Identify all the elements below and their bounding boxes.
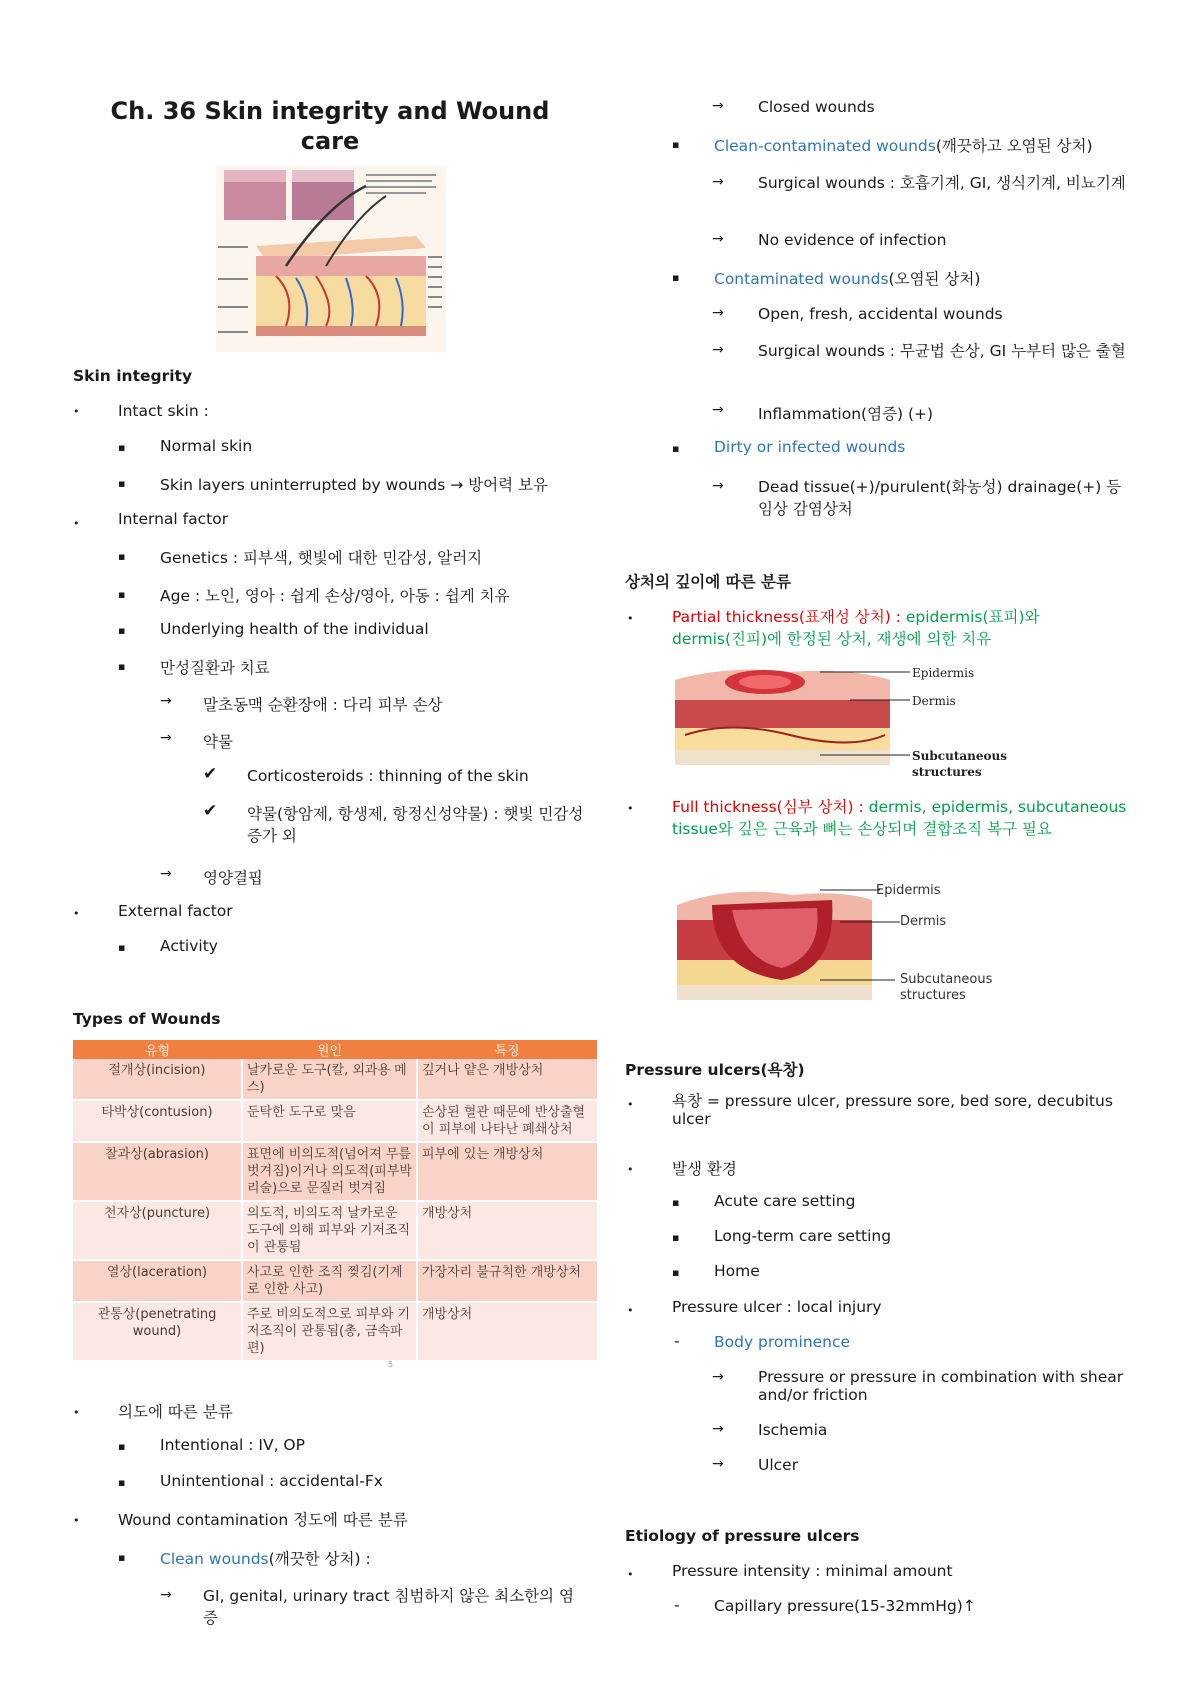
arrow-icon: → <box>712 1369 724 1385</box>
square-bullet-icon: ▪ <box>118 660 126 673</box>
square-bullet-icon: ▪ <box>672 1196 680 1209</box>
page-title: Ch. 36 Skin integrity and Wound care <box>110 97 550 155</box>
table-cell: 표면에 비의도적(넘어져 무릎 벗겨짐)이거나 의도적(피부박리술)으로 문질러 벗겨짐 <box>242 1142 417 1201</box>
table-cell: 개방상처 <box>417 1302 597 1361</box>
full-thickness <box>672 796 1132 840</box>
local-injury: Pressure ulcer : local injury <box>672 1298 882 1316</box>
partial-thickness <box>672 606 1112 650</box>
wound-types-table <box>73 1040 597 1362</box>
corticosteroids: Corticosteroids : thinning of the skin <box>247 767 529 785</box>
activity: Activity <box>160 937 218 955</box>
bullet-icon: • <box>73 1406 80 1419</box>
bullet-icon: • <box>627 612 634 625</box>
open-fresh: Open, fresh, accidental wounds <box>758 305 1003 323</box>
table-cell: 관통상(penetrating wound) <box>73 1302 242 1361</box>
square-bullet-icon: ▪ <box>672 1231 680 1244</box>
genetics: Genetics : 피부색, 햇빛에 대한 민감성, 알러지 <box>160 549 483 567</box>
intentional: Intentional : IV, OP <box>160 1436 305 1454</box>
check-icon: ✔ <box>203 764 218 784</box>
full-thickness-label: Full thickness(심부 상처) : <box>672 798 869 816</box>
bullet-icon: • <box>73 405 80 418</box>
table-cell: 개방상처 <box>417 1201 597 1260</box>
nutrition: 영양결핍 <box>203 869 263 887</box>
long-term-care: Long-term care setting <box>714 1227 892 1245</box>
skin-anatomy-figure <box>216 166 446 352</box>
square-bullet-icon: ▪ <box>118 1551 126 1564</box>
bullet-icon: • <box>627 1098 634 1111</box>
square-bullet-icon: ▪ <box>672 442 680 455</box>
table-cell: 열상(laceration) <box>73 1260 242 1302</box>
surgical-wounds-2: Surgical wounds : 무균법 손상, GI 누부터 많은 출혈 <box>758 342 1126 360</box>
square-bullet-icon: ▪ <box>118 941 126 954</box>
no-evidence: No evidence of infection <box>758 231 947 249</box>
square-bullet-icon: ▪ <box>672 138 680 151</box>
etiology-heading: Etiology of pressure ulcers <box>625 1527 860 1545</box>
fig1-epidermis-label: Epidermis <box>912 666 975 680</box>
clean-contaminated-desc: (깨끗하고 오염된 상처) <box>935 137 1093 155</box>
bullet-icon: • <box>73 907 80 920</box>
full-thickness-desc: dermis, epidermis, subcutaneous tissue와 깊은 근육과 뼈는 손상되며 결합조직 복구 필요 <box>672 798 1127 838</box>
square-bullet-icon: ▪ <box>672 1266 680 1279</box>
drug: 약물 <box>203 733 233 751</box>
body-prominence: Body prominence <box>714 1333 851 1351</box>
contaminated <box>714 267 980 289</box>
table-cell: 둔탁한 도구로 맞음 <box>242 1100 417 1142</box>
clean-wounds <box>160 1547 371 1569</box>
dash-icon: - <box>674 1332 680 1350</box>
dash-icon: - <box>674 1596 680 1614</box>
depth-heading: 상처의 깊이에 따른 분류 <box>625 573 791 591</box>
arrow-icon: → <box>712 478 724 494</box>
bullet-icon: • <box>627 802 634 815</box>
table-cell: 주로 비의도적으로 피부와 기저조직이 관통됨(총, 금속파편) <box>242 1302 417 1361</box>
bullet-icon: • <box>627 1304 634 1317</box>
square-bullet-icon: ▪ <box>118 1440 126 1453</box>
table-cell: 사고로 인한 조직 찢김(기계로 인한 사고) <box>242 1260 417 1302</box>
clean-contaminated-label: Clean-contaminated wounds <box>714 137 936 155</box>
clean-wounds-desc: (깨끗한 상처) : <box>268 1550 371 1568</box>
bullet-icon: • <box>627 1568 634 1581</box>
surgical-wounds-1: Surgical wounds : 호흡기계, GI, 생식기계, 비뇨기계 <box>758 174 1126 192</box>
table-row <box>73 1302 597 1361</box>
square-bullet-icon: ▪ <box>118 550 126 563</box>
table-cell: 천자상(puncture) <box>73 1201 242 1260</box>
pressure-intensity: Pressure intensity : minimal amount <box>672 1562 953 1580</box>
bullet-icon: • <box>73 517 80 530</box>
fig2-dermis-label: Dermis <box>900 914 947 929</box>
shear-friction: Pressure or pressure in combination with shear and/or friction <box>758 1368 1124 1404</box>
ischemia: Ischemia <box>758 1421 828 1439</box>
table-row <box>73 1142 597 1201</box>
clean-wounds-detail: GI, genital, urinary tract 침범하지 않은 최소한의 염증 <box>203 1587 574 1627</box>
contaminated-desc: (오염된 상처) <box>888 270 981 288</box>
arrow-icon: → <box>712 402 724 418</box>
arrow-icon: → <box>160 866 172 882</box>
intact-skin: Intact skin : <box>118 402 209 420</box>
fig1-subcutaneous-label: Subcutaneous <box>912 749 1007 763</box>
external-factor: External factor <box>118 902 233 920</box>
arrow-icon: → <box>712 342 724 358</box>
peripheral-circulation: 말초동맥 순환장애 : 다리 피부 손상 <box>203 696 443 714</box>
table-row <box>73 1201 597 1260</box>
table-cell: 의도적, 비의도적 날카로운 도구에 의해 피부와 기저조직이 관통됨 <box>242 1201 417 1260</box>
table-row <box>73 1059 597 1100</box>
inflammation: Inflammation(염증) (+) <box>758 405 934 423</box>
intent-classification: 의도에 따른 분류 <box>118 1403 233 1421</box>
fig1-dermis-label: Dermis <box>912 694 956 708</box>
pressure-ulcers-heading: Pressure ulcers(욕창) <box>625 1061 805 1079</box>
partial-thickness-desc: epidermis(표피)와 dermis(진피)에 한정된 상처, 재생에 의한 치유 <box>672 608 1040 648</box>
square-bullet-icon: ▪ <box>118 1476 126 1489</box>
dirty-wounds: Dirty or infected wounds <box>714 438 906 456</box>
clean-wounds-label: Clean wounds <box>160 1550 269 1568</box>
capillary-pressure: Capillary pressure(15-32mmHg)↑ <box>714 1597 976 1615</box>
closed-wounds: Closed wounds <box>758 98 875 116</box>
skin-layers: Skin layers uninterrupted by wounds → 방어력 보유 <box>160 476 548 494</box>
arrow-icon: → <box>160 693 172 709</box>
contamination-classification: Wound contamination 정도에 따른 분류 <box>118 1511 408 1529</box>
internal-factor: Internal factor <box>118 510 229 528</box>
ulcer: Ulcer <box>758 1456 799 1474</box>
dead-tissue: Dead tissue(+)/purulent(화농성) drainage(+) 등 임상 감염상처 <box>758 478 1122 518</box>
fig2-epidermis-label: Epidermis <box>876 883 941 898</box>
table-row <box>73 1260 597 1302</box>
arrow-icon: → <box>712 305 724 321</box>
types-heading: Types of Wounds <box>73 1010 221 1028</box>
partial-thickness-label: Partial thickness(표재성 상처) : <box>672 608 906 626</box>
arrow-icon: → <box>712 1421 724 1437</box>
square-bullet-icon: ▪ <box>118 588 126 601</box>
fig2-structures-label: structures <box>900 988 966 1003</box>
fig1-structures-label: structures <box>912 765 982 779</box>
square-bullet-icon: ▪ <box>118 441 126 454</box>
arrow-icon: → <box>160 730 172 746</box>
bullet-icon: • <box>73 1514 80 1527</box>
home: Home <box>714 1262 760 1280</box>
skin-integrity-heading: Skin integrity <box>73 367 193 385</box>
table-header: 유형 <box>73 1040 242 1059</box>
acute-care: Acute care setting <box>714 1192 856 1210</box>
table-cell: 절개상(incision) <box>73 1059 242 1100</box>
arrow-icon: → <box>160 1587 172 1603</box>
table-cell: 찰과상(abrasion) <box>73 1142 242 1201</box>
contaminated-label: Contaminated wounds <box>714 270 889 288</box>
unintentional: Unintentional : accidental-Fx <box>160 1472 383 1490</box>
setting: 발생 환경 <box>672 1160 737 1178</box>
drugs-sensitivity: 약물(항암제, 항생제, 항정신성약물) : 햇빛 민감성 증가 외 <box>247 805 584 845</box>
table-cell: 타박상(contusion) <box>73 1100 242 1142</box>
square-bullet-icon: ▪ <box>118 624 126 637</box>
pu-definition: 욕창 = pressure ulcer, pressure sore, bed sore, decubitus ulcer <box>672 1092 1113 1128</box>
bullet-icon: • <box>627 1163 634 1176</box>
table-cell: 가장자리 불규칙한 개방상처 <box>417 1260 597 1302</box>
chronic-disease: 만성질환과 치료 <box>160 659 270 677</box>
square-bullet-icon: ▪ <box>118 477 126 490</box>
normal-skin: Normal skin <box>160 437 253 455</box>
age: Age : 노인, 영아 : 쉽게 손상/영아, 아동 : 쉽게 치유 <box>160 587 510 605</box>
arrow-icon: → <box>712 1456 724 1472</box>
leader-lines <box>820 660 920 760</box>
table-row <box>73 1100 597 1142</box>
fig2-subcutaneous-label: Subcutaneous <box>900 972 993 987</box>
clean-contaminated <box>714 134 1093 156</box>
table-cell: 깊거나 얕은 개방상처 <box>417 1059 597 1100</box>
table-header: 원인 <box>242 1040 417 1059</box>
arrow-icon: → <box>712 174 724 190</box>
check-icon: ✔ <box>203 801 218 821</box>
underlying-health: Underlying health of the individual <box>160 620 429 638</box>
table-cell: 손상된 혈관 때문에 반상출혈이 피부에 나타난 폐쇄상처 <box>417 1100 597 1142</box>
table-cell: 피부에 있는 개방상처 <box>417 1142 597 1201</box>
square-bullet-icon: ▪ <box>672 271 680 284</box>
table-footnote: 5 <box>388 1360 394 1369</box>
arrow-icon: → <box>712 98 724 114</box>
arrow-icon: → <box>712 231 724 247</box>
table-cell: 날카로운 도구(칼, 외과용 메스) <box>242 1059 417 1100</box>
table-header: 특징 <box>417 1040 597 1059</box>
